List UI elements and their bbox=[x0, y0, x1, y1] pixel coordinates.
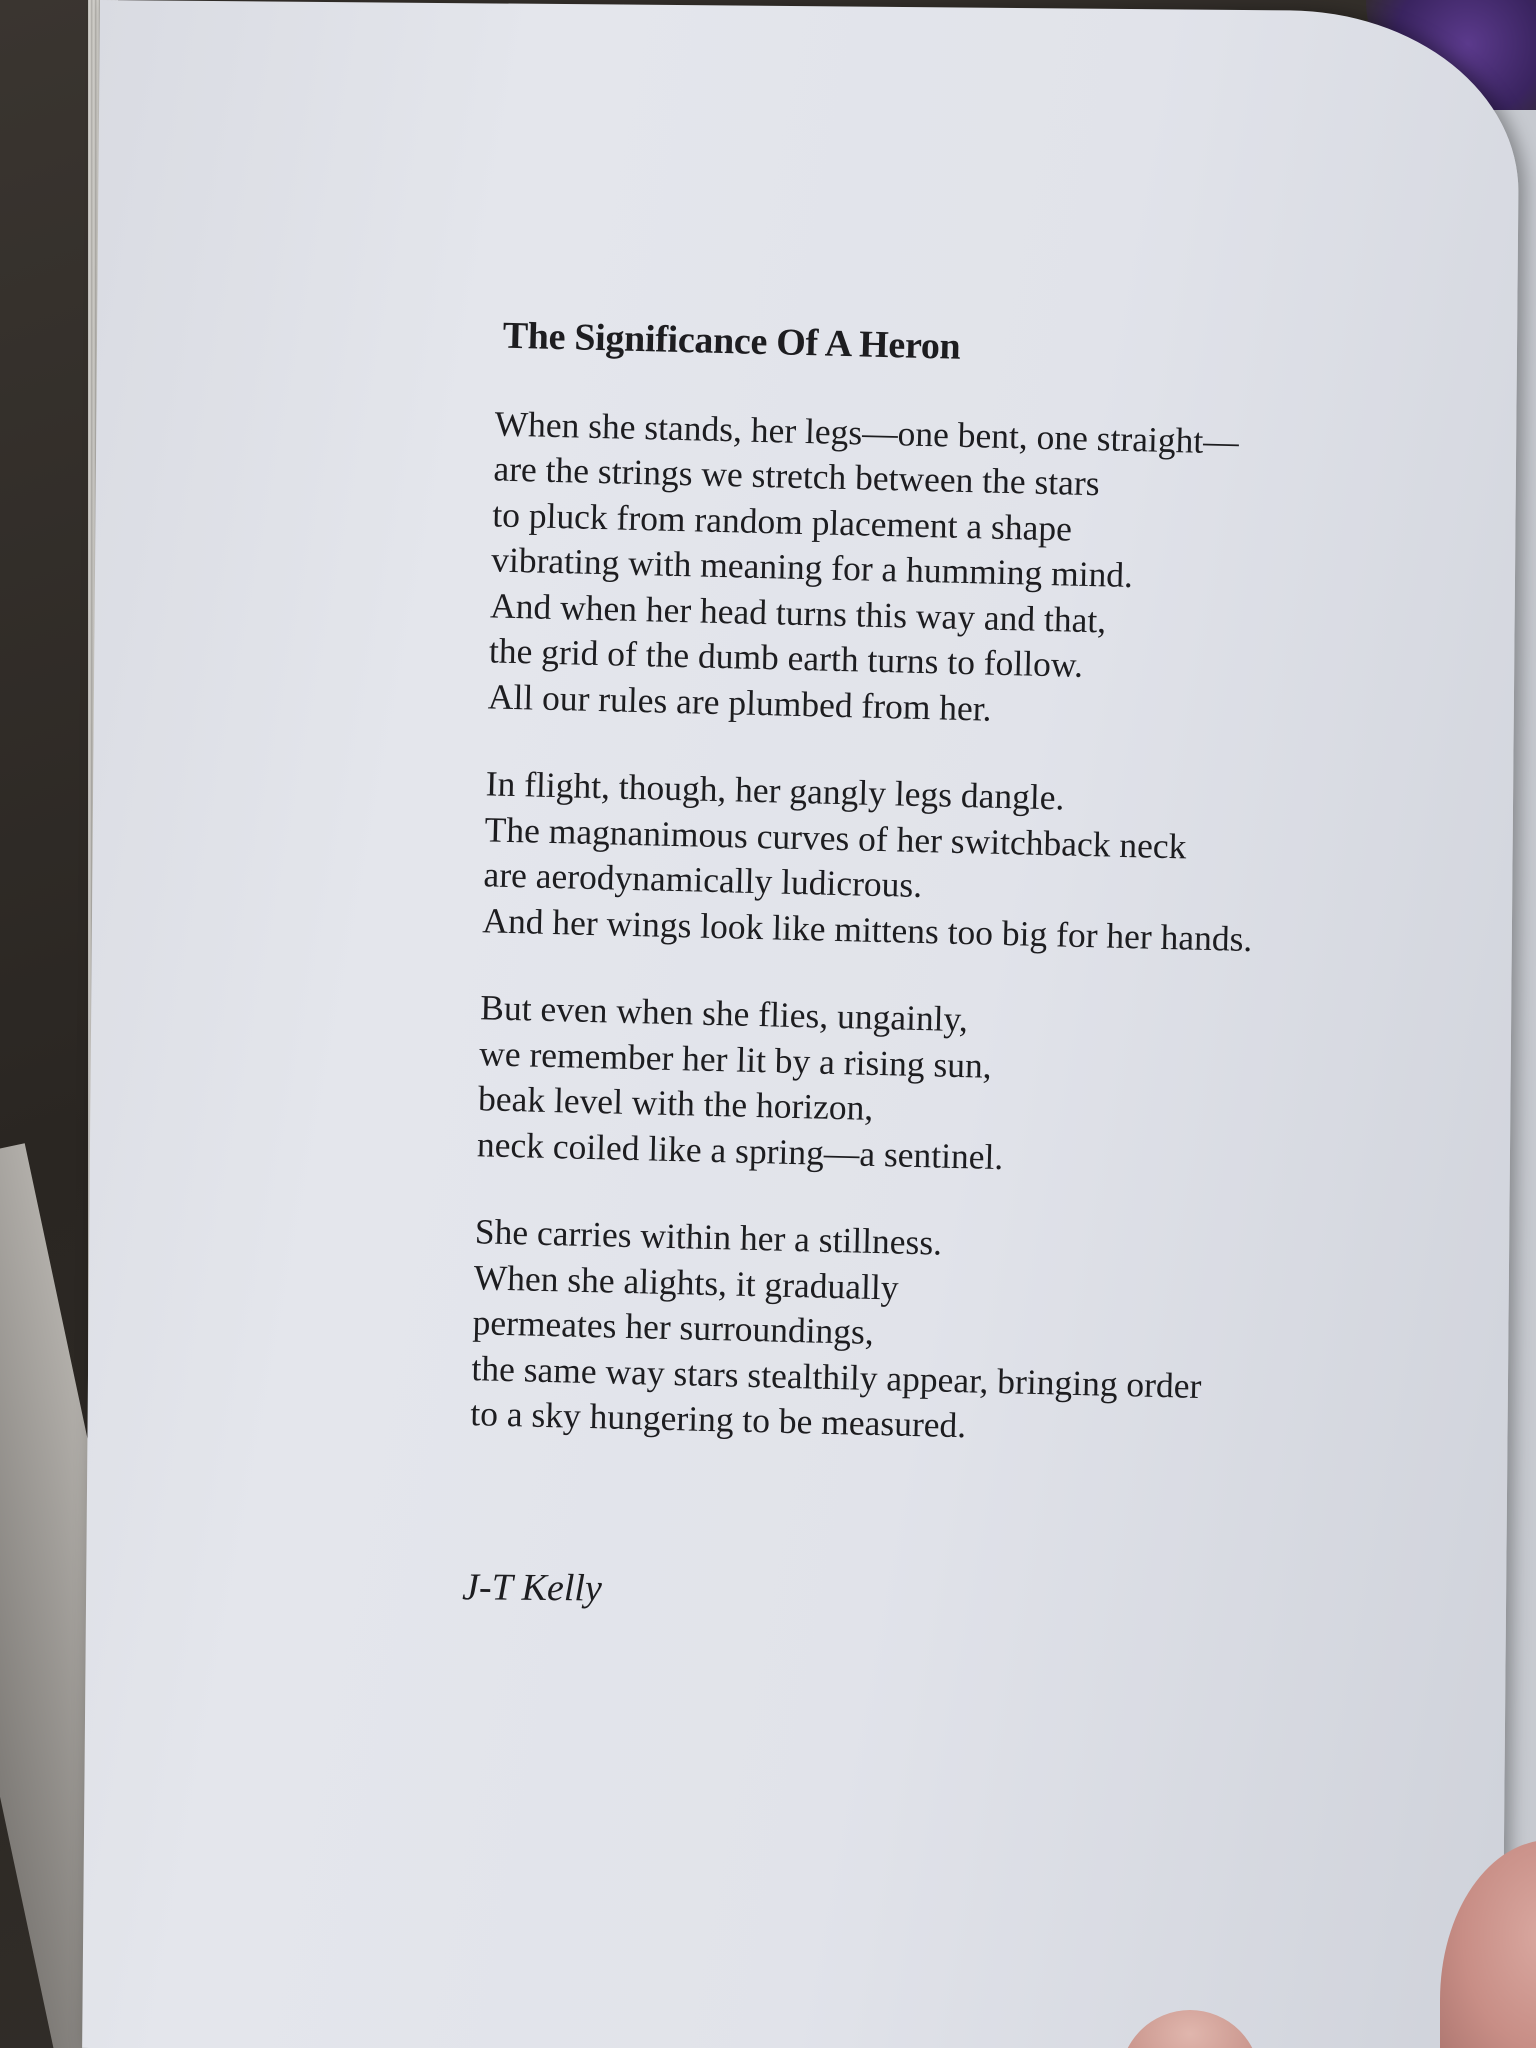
poem-line: to pluck from random placement a shape bbox=[491, 494, 1073, 549]
poem-line: In flight, though, her gangly legs dangle. bbox=[485, 763, 1065, 818]
stanza-1 bbox=[487, 401, 1395, 741]
stanza-3 bbox=[476, 986, 1380, 1190]
poem-title: The Significance Of A Heron bbox=[502, 314, 961, 368]
poem-line: permeates her surroundings, bbox=[472, 1302, 875, 1353]
poem-line: beak level with the horizon, bbox=[477, 1078, 874, 1129]
poem-line: we remember her lit by a rising sun, bbox=[478, 1033, 993, 1086]
poem-line: All our rules are plumbed from her. bbox=[487, 676, 993, 729]
book-page bbox=[82, 0, 1520, 2048]
poem-line: But even when she flies, ungainly, bbox=[479, 987, 969, 1040]
poem-line: neck coiled like a spring—a sentinel. bbox=[476, 1124, 1004, 1177]
poem-line: to a sky hungering to be measured. bbox=[469, 1393, 967, 1446]
poem-line: And when her head turns this way and that, bbox=[489, 585, 1107, 641]
poem-author: J-T Kelly bbox=[461, 1566, 603, 1610]
poem-line: the same way stars stealthily appear, bringing order bbox=[471, 1347, 1202, 1406]
stanza-4 bbox=[470, 1210, 1375, 1459]
poem-line: The magnanimous curves of her switchback neck bbox=[484, 809, 1187, 867]
poem-line: She carries within her a stillness. bbox=[474, 1211, 943, 1263]
poem-line: When she stands, her legs—one bent, one straight— bbox=[494, 403, 1240, 462]
stanza-2 bbox=[482, 762, 1386, 966]
poem-line: vibrating with meaning for a humming mind. bbox=[490, 539, 1134, 596]
poem bbox=[469, 315, 1397, 1500]
poem-line: the grid of the dumb earth turns to follow. bbox=[488, 630, 1084, 686]
poem-line: When she alights, it gradually bbox=[473, 1256, 900, 1308]
poem-line: And her wings look like mittens too big for her hands. bbox=[481, 900, 1253, 959]
poem-line: are aerodynamically ludicrous. bbox=[483, 854, 923, 906]
poem-line: are the strings we stretch between the stars bbox=[493, 448, 1101, 504]
